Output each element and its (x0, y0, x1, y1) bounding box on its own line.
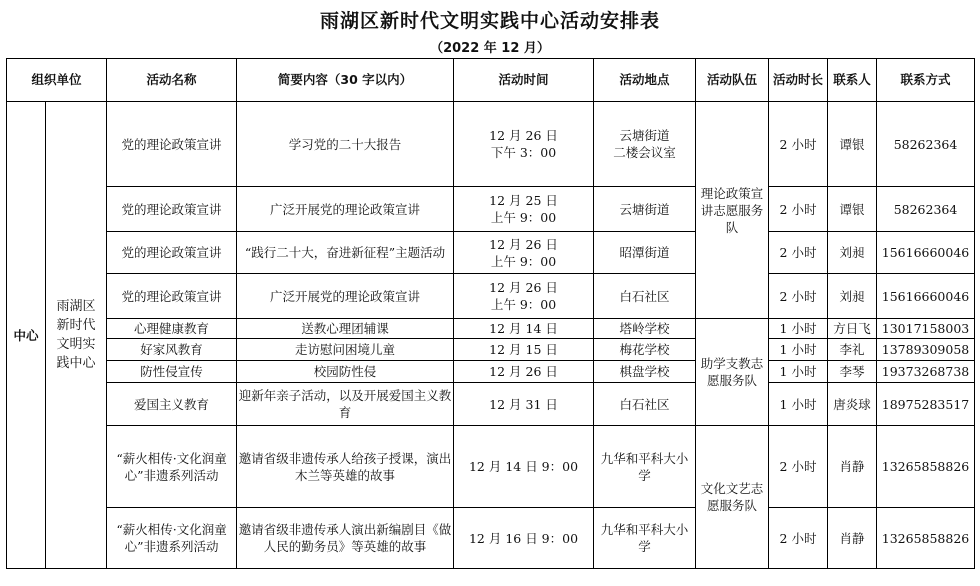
contact-name-cell: 肖静 (828, 508, 877, 569)
activity-name-cell: 好家风教育 (107, 339, 237, 361)
activity-content-cell: 邀请省级非遗传承人给孩子授课，演出木兰等英雄的故事 (237, 426, 454, 508)
table-row (7, 426, 975, 508)
header-row (7, 59, 975, 102)
activity-duration-cell: 1 小时 (769, 361, 828, 383)
activity-content-cell: 送教心理团辅课 (237, 319, 454, 339)
activity-content-cell: 校园防性侵 (237, 361, 454, 383)
activity-time-cell: 12 月 31 日 (454, 383, 594, 426)
activity-team-cell: 助学支教志愿服务队 (696, 319, 769, 426)
activity-content-cell: 迎新年亲子活动，以及开展爱国主义教育 (237, 383, 454, 426)
table-row (7, 232, 975, 274)
table-row (7, 102, 975, 187)
activity-time-cell: 12 月 14 日 9：00 (454, 426, 594, 508)
activity-place-cell: 白石社区 (594, 383, 696, 426)
contact-phone-cell: 58262364 (877, 187, 975, 232)
activity-time-cell: 12 月 15 日 (454, 339, 594, 361)
activity-name-cell: 心理健康教育 (107, 319, 237, 339)
activity-duration-cell: 2 小时 (769, 102, 828, 187)
table-row (7, 339, 975, 361)
header-place: 活动地点 (594, 59, 696, 102)
activity-name-cell: 爱国主义教育 (107, 383, 237, 426)
contact-phone-cell: 13017158003 (877, 319, 975, 339)
contact-name-cell: 李礼 (828, 339, 877, 361)
header-team: 活动队伍 (696, 59, 769, 102)
activity-duration-cell: 2 小时 (769, 187, 828, 232)
activity-content-cell: 广泛开展党的理论政策宣讲 (237, 274, 454, 319)
table-row (7, 383, 975, 426)
table-row (7, 508, 975, 569)
activity-place-cell: 九华和平科大小学 (594, 508, 696, 569)
header-duration: 活动时长 (769, 59, 828, 102)
activity-duration-cell: 2 小时 (769, 508, 828, 569)
activity-content-cell: 邀请省级非遗传承人演出新编剧目《做人民的勤务员》等英雄的故事 (237, 508, 454, 569)
schedule-table (6, 58, 975, 569)
activity-name-cell: “薪火相传·文化润童心”非遗系列活动 (107, 426, 237, 508)
contact-phone-cell: 15616660046 (877, 232, 975, 274)
activity-place-cell: 九华和平科大小学 (594, 426, 696, 508)
activity-content-cell: 学习党的二十大报告 (237, 102, 454, 187)
activity-place-cell: 塔岭学校 (594, 319, 696, 339)
activity-name-cell: 防性侵宣传 (107, 361, 237, 383)
contact-name-cell: 谭银 (828, 102, 877, 187)
activity-place-cell: 白石社区 (594, 274, 696, 319)
contact-phone-cell: 19373268738 (877, 361, 975, 383)
activity-content-cell: 广泛开展党的理论政策宣讲 (237, 187, 454, 232)
activity-team-cell: 文化文艺志愿服务队 (696, 426, 769, 569)
activity-duration-cell: 2 小时 (769, 274, 828, 319)
contact-phone-cell: 13265858826 (877, 508, 975, 569)
activity-content-cell: “践行二十大，奋进新征程”主题活动 (237, 232, 454, 274)
activity-team-cell: 理论政策宣讲志愿服务队 (696, 102, 769, 319)
activity-name-cell: “薪火相传·文化润童心”非遗系列活动 (107, 508, 237, 569)
contact-name-cell: 刘昶 (828, 232, 877, 274)
header-phone: 联系方式 (877, 59, 975, 102)
activity-time-cell: 12 月 26 日 上午 9：00 (454, 232, 594, 274)
activity-time-cell: 12 月 14 日 (454, 319, 594, 339)
contact-name-cell: 肖静 (828, 426, 877, 508)
org-level-cell: 中心 (7, 102, 46, 569)
header-contact: 联系人 (828, 59, 877, 102)
activity-time-cell: 12 月 26 日 下午 3：00 (454, 102, 594, 187)
activity-name-cell: 党的理论政策宣讲 (107, 102, 237, 187)
activity-name-cell: 党的理论政策宣讲 (107, 232, 237, 274)
activity-duration-cell: 2 小时 (769, 426, 828, 508)
activity-name-cell: 党的理论政策宣讲 (107, 274, 237, 319)
contact-phone-cell: 13265858826 (877, 426, 975, 508)
contact-name-cell: 谭银 (828, 187, 877, 232)
contact-phone-cell: 13789309058 (877, 339, 975, 361)
activity-place-cell: 云塘街道 二楼会议室 (594, 102, 696, 187)
table-row (7, 361, 975, 383)
activity-time-cell: 12 月 16 日 9：00 (454, 508, 594, 569)
activity-place-cell: 昭潭街道 (594, 232, 696, 274)
org-unit-cell: 雨湖区新时代文明实践中心 (46, 102, 107, 569)
activity-duration-cell: 1 小时 (769, 339, 828, 361)
page-subtitle: （2022 年 12 月） (430, 41, 550, 56)
contact-phone-cell: 58262364 (877, 102, 975, 187)
contact-name-cell: 唐炎球 (828, 383, 877, 426)
contact-name-cell: 方日飞 (828, 319, 877, 339)
activity-content-cell: 走访慰问困境儿童 (237, 339, 454, 361)
header-content: 简要内容（30 字以内） (237, 59, 454, 102)
header-name: 活动名称 (107, 59, 237, 102)
table-row (7, 187, 975, 232)
activity-time-cell: 12 月 26 日 (454, 361, 594, 383)
contact-phone-cell: 15616660046 (877, 274, 975, 319)
activity-place-cell: 云塘街道 (594, 187, 696, 232)
header-time: 活动时间 (454, 59, 594, 102)
contact-phone-cell: 18975283517 (877, 383, 975, 426)
table-row (7, 274, 975, 319)
activity-place-cell: 棋盘学校 (594, 361, 696, 383)
activity-duration-cell: 1 小时 (769, 319, 828, 339)
activity-time-cell: 12 月 25 日 上午 9：00 (454, 187, 594, 232)
activity-place-cell: 梅花学校 (594, 339, 696, 361)
page-title: 雨湖区新时代文明实践中心活动安排表 (319, 10, 660, 32)
header-org: 组织单位 (7, 59, 107, 102)
activity-duration-cell: 2 小时 (769, 232, 828, 274)
activity-time-cell: 12 月 26 日 上午 9：00 (454, 274, 594, 319)
contact-name-cell: 刘昶 (828, 274, 877, 319)
activity-name-cell: 党的理论政策宣讲 (107, 187, 237, 232)
activity-duration-cell: 1 小时 (769, 383, 828, 426)
table-row (7, 319, 975, 339)
contact-name-cell: 李琴 (828, 361, 877, 383)
